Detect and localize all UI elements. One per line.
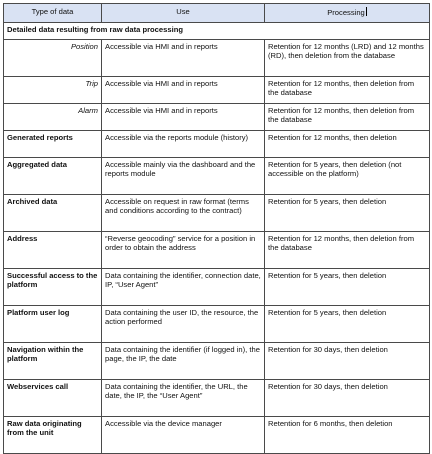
- cell-use: Accessible via the device manager: [102, 417, 265, 454]
- cell-use: Data containing the user ID, the resource, the action performed: [102, 306, 265, 343]
- cell-type: Archived data: [4, 195, 102, 232]
- table-row: [4, 40, 430, 77]
- cell-processing: Retention for 5 years, then deletion: [265, 195, 430, 232]
- cell-use: Accessible via HMI and in reports: [102, 104, 265, 131]
- cell-processing: Retention for 5 years, then deletion: [265, 269, 430, 306]
- data-retention-table-container: [3, 3, 429, 454]
- data-retention-table: [3, 3, 430, 454]
- table-row: [4, 195, 430, 232]
- table-row: [4, 269, 430, 306]
- cell-type: Successful access to the platform: [4, 269, 102, 306]
- cell-use: Accessible on request in raw format (terms and conditions according to the contract): [102, 195, 265, 232]
- cell-type: Webservices call: [4, 380, 102, 417]
- cell-processing: Retention for 12 months, then deletion: [265, 131, 430, 158]
- cell-use: Accessible mainly via the dashboard and the reports module: [102, 158, 265, 195]
- cell-processing: Retention for 12 months (LRD) and 12 months (RD), then deletion from the database: [265, 40, 430, 77]
- cell-processing: Retention for 12 months, then deletion from the database: [265, 232, 430, 269]
- header-use: Use: [102, 4, 265, 23]
- cell-type: Address: [4, 232, 102, 269]
- table-row: [4, 158, 430, 195]
- cell-type: Trip: [4, 77, 102, 104]
- cell-use: Data containing the identifier (if logged in), the page, the IP, the date: [102, 343, 265, 380]
- cell-type: Navigation within the platform: [4, 343, 102, 380]
- cell-use: Accessible via the reports module (history): [102, 131, 265, 158]
- header-processing-label: Processing: [327, 8, 365, 17]
- cell-use: “Reverse geocoding” service for a position in order to obtain the address: [102, 232, 265, 269]
- cell-use: Accessible via HMI and in reports: [102, 40, 265, 77]
- cell-processing: Retention for 30 days, then deletion: [265, 343, 430, 380]
- cell-type: Generated reports: [4, 131, 102, 158]
- cell-type: Platform user log: [4, 306, 102, 343]
- cell-type: Alarm: [4, 104, 102, 131]
- cell-type: Position: [4, 40, 102, 77]
- table-row: [4, 306, 430, 343]
- cell-processing: Retention for 6 months, then deletion: [265, 417, 430, 454]
- cell-use: Accessible via HMI and in reports: [102, 77, 265, 104]
- cell-processing: Retention for 12 months, then deletion from the database: [265, 77, 430, 104]
- table-row: [4, 417, 430, 454]
- cell-processing: Retention for 30 days, then deletion: [265, 380, 430, 417]
- text-cursor-icon: [366, 7, 367, 16]
- cell-use: Data containing the identifier, connection date, IP, “User Agent”: [102, 269, 265, 306]
- header-type-of-data: Type of data: [4, 4, 102, 23]
- table-row: [4, 77, 430, 104]
- table-row: [4, 104, 430, 131]
- table-header-row: [4, 4, 430, 23]
- table-row: [4, 343, 430, 380]
- table-row: [4, 232, 430, 269]
- cell-type: Raw data originating from the unit: [4, 417, 102, 454]
- cell-processing: Retention for 5 years, then deletion: [265, 306, 430, 343]
- section-row: [4, 23, 430, 40]
- header-processing: [265, 4, 430, 23]
- cell-processing: Retention for 12 months, then deletion from the database: [265, 104, 430, 131]
- section-title: Detailed data resulting from raw data processing: [4, 23, 430, 40]
- table-row: [4, 380, 430, 417]
- cell-type: Aggregated data: [4, 158, 102, 195]
- table-row: [4, 131, 430, 158]
- cell-processing: Retention for 5 years, then deletion (not accessible on the platform): [265, 158, 430, 195]
- cell-use: Data containing the identifier, the URL, the date, the IP, the “User Agent”: [102, 380, 265, 417]
